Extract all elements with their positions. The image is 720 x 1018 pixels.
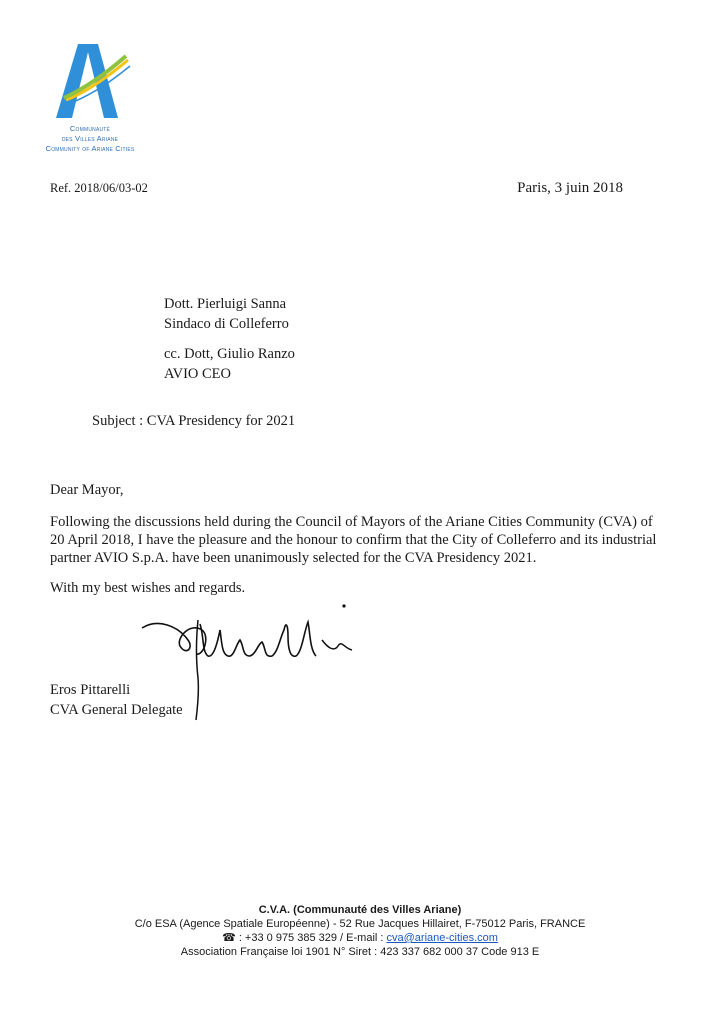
body-line-2: 20 April 2018, I have the pleasure and the honour to confirm that the City of Colleferro and its industrial (50, 532, 657, 548)
footer-contact (0, 931, 720, 946)
letterhead-line-3: Community of Ariane Cities (45, 144, 135, 153)
footer-phone: ☎ : +33 0 975 385 329 / E-mail : (222, 932, 387, 944)
ariane-a-logo-icon (52, 40, 134, 120)
closing-line: With my best wishes and regards. (50, 580, 246, 596)
logo-left-stroke (56, 44, 90, 118)
recipient-name: Dott. Pierluigi Sanna (164, 296, 287, 312)
letter-body (50, 513, 670, 567)
recipient-title: Sindaco di Colleferro (164, 316, 289, 332)
signer-title: CVA General Delegate (50, 702, 183, 718)
letter-date: Paris, 3 juin 2018 (517, 180, 623, 196)
recipient-block (164, 294, 289, 334)
footer-association: Association Française loi 1901 N° Siret : 423 337 682 000 37 Code 913 E (180, 946, 540, 958)
footer-address: C/o ESA (Agence Spatiale Européenne) - 52 Rue Jacques Hillairet, F-75012 Paris, FRANCE (134, 918, 586, 930)
handwritten-signature (138, 600, 370, 742)
footer-email-link[interactable]: cva@ariane-cities.com (386, 932, 498, 944)
cva-logo (52, 40, 134, 120)
signer-block (50, 680, 183, 720)
cc-title: AVIO CEO (164, 366, 231, 382)
body-line-1: Following the discussions held during the Council of Mayors of the Ariane Cities Community (CVA) of (50, 514, 653, 530)
subject-line: Subject : CVA Presidency for 2021 (92, 413, 296, 429)
body-line-3: partner AVIO S.p.A. have been unanimously selected for the CVA Presidency 2021. (50, 550, 537, 566)
letterhead-org-name (34, 124, 146, 154)
letterhead-line-2: des Villes Ariane (61, 134, 119, 143)
cc-name: cc. Dott, Giulio Ranzo (164, 346, 295, 362)
signer-name: Eros Pittarelli (50, 682, 131, 698)
signature-drawing (138, 600, 370, 742)
letterhead-line-1: Communauté (69, 124, 111, 133)
reference-number: Ref. 2018/06/03-02 (50, 181, 148, 195)
footer-org-name: C.V.A. (Communauté des Villes Ariane) (258, 904, 462, 916)
greeting: Dear Mayor, (50, 482, 124, 498)
cc-block (164, 344, 295, 384)
